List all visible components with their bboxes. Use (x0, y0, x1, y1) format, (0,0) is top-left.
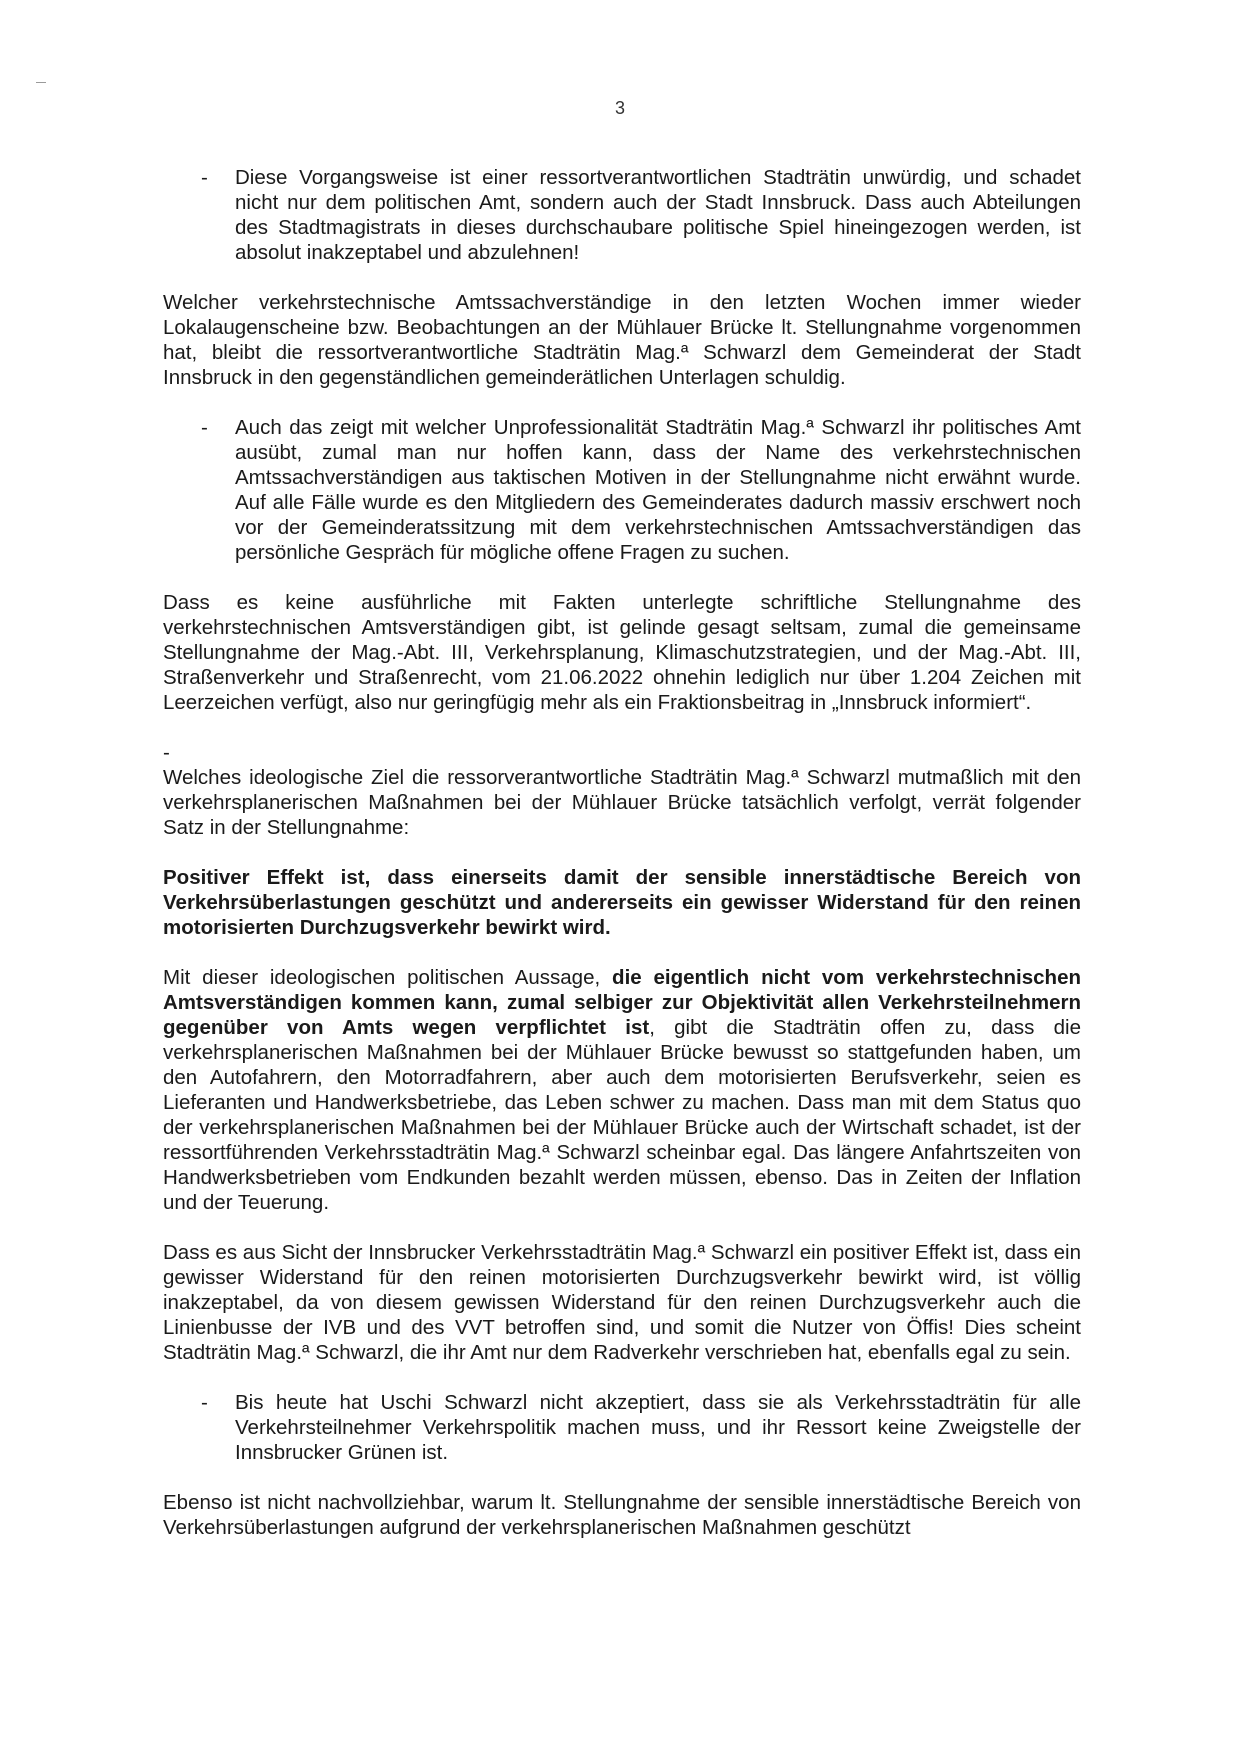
lone-dash: - (163, 741, 170, 764)
paragraph-oeffis: Dass es aus Sicht der Innsbrucker Verkehrsstadträtin Mag.ª Schwarzl ein positiver Effekt ist, dass ein gewisser Widerstand für den reinen motorisierten Durchzugsverkehr bewirkt wird, ist völlig inakzeptabel, da von diesem gewissen Widerstand für den reinen Durchzugsverkehr auch die Linienbusse der IVB und des VVT betroffen sind, und somit die Nutzer von Öffis! Dies scheint Stadträtin Mag.ª Schwarzl, die ihr Amt nur dem Radverkehr verschrieben hat, ebenfalls egal zu sein. (163, 1241, 1081, 1364)
text-segment-bold: die eigentlich nicht vom verkehrstechnischen Amtsverständigen kommen kann, zumal selbiger zur Objektivität allen Verkehrsteilnehmern gegenüber von Amts wegen verpflichtet ist (163, 966, 1082, 1039)
quote-positiver-effekt (163, 865, 1081, 940)
bullet-text: Bis heute hat Uschi Schwarzl nicht akzeptiert, dass sie als Verkehrsstadträtin für alle Verkehrsteilnehmer Verkehrspolitik machen muss, und ihr Ressort keine Zweigstelle der Innsbrucker Grünen ist. (235, 1391, 1081, 1464)
paragraph-ebenso: Ebenso ist nicht nachvollziehbar, warum lt. Stellungnahme der sensible innerstädtische Bereich von Verkehrsüberlastungen aufgrund der verkehrsplanerischen Maßnahmen geschützt (163, 1491, 1081, 1539)
text-segment: Mit dieser ideologischen politischen Aussage, (163, 966, 613, 989)
quote-text: Positiver Effekt ist, dass einerseits damit der sensible innerstädtische Bereich von Verkehrsüberlastungen geschützt und andererseits ein gewisser Widerstand für den reinen motorisierten Durchzugsverkehr bewirkt wird. (163, 866, 1081, 939)
bullet-paragraph-1 (163, 165, 1081, 265)
paragraph-stellungnahme: Dass es keine ausführliche mit Fakten unterlegte schriftliche Stellungnahme des verkehrstechnischen Amtsverständigen gibt, ist gelinde gesagt seltsam, zumal die gemeinsame Stellungnahme der Mag.-Abt. III, Verkehrsplanung, Klimaschutzstrategien, und der Mag.-Abt. III, Straßenverkehr und Straßenrecht, vom 21.06.2022 ohnehin lediglich nur über 1.204 Zeichen mit Leerzeichen verfügt, also nur geringfügig mehr als ein Fraktionsbeitrag in „Innsbruck informiert“. (163, 591, 1081, 714)
paragraph-ideologische-aussage (163, 965, 1081, 1215)
bullet-dash: - (201, 416, 208, 439)
bullet-text: Auch das zeigt mit welcher Unprofessionalität Stadträtin Mag.ª Schwarzl ihr politisches Amt ausübt, zumal man nur hoffen kann, dass der Name des verkehrstechnischen Amtssachverständigen aus taktischen Motiven in der Stellungnahme nicht erwähnt wurde. Auf alle Fälle wurde es den Mitgliedern des Gemeinderates dadurch massiv erschwert noch vor der Gemeinderatssitzung mit dem verkehrstechnischen Amtssachverständigen das persönliche Gespräch für mögliche offene Fragen zu suchen. (235, 416, 1081, 564)
scan-artifact (36, 82, 46, 83)
bullet-paragraph-2 (163, 415, 1081, 565)
paragraph-amtssachverstaendige: Welcher verkehrstechnische Amtssachverständige in den letzten Wochen immer wieder Lokalaugenscheine bzw. Beobachtungen an der Mühlauer Brücke lt. Stellungnahme vorgenommen hat, bleibt die ressortverantwortliche Stadträtin Mag.ª Schwarzl dem Gemeinderat der Stadt Innsbruck in den gegenständlichen gemeinderätlichen Unterlagen schuldig. (163, 291, 1081, 389)
bullet-paragraph-3 (163, 1390, 1081, 1465)
bullet-text: Diese Vorgangsweise ist einer ressortverantwortlichen Stadträtin unwürdig, und schadet nicht nur dem politischen Amt, sondern auch der Stadt Innsbruck. Dass auch Abteilungen des Stadtmagistrats in dieses durchschaubare politische Spiel hineingezogen werden, ist absolut inakzeptabel und abzulehnen! (235, 166, 1081, 264)
page-number: 3 (614, 98, 625, 118)
bullet-dash: - (201, 166, 208, 189)
bullet-dash: - (201, 1391, 208, 1414)
paragraph-ideologisches-ziel: Welches ideologische Ziel die ressorverantwortliche Stadträtin Mag.ª Schwarzl mutmaßlich mit den verkehrsplanerischen Maßnahmen bei der Mühlauer Brücke tatsächlich verfolgt, verrät folgender Satz in der Stellungnahme: (163, 766, 1081, 839)
document-body (163, 165, 1081, 1565)
text-segment: , gibt die Stadträtin offen zu, dass die verkehrsplanerischen Maßnahmen bei der Mühlauer Brücke bewusst so stattgefunden haben, um den Autofahrern, den Motorradfahrern, aber auch dem motorisierten Berufsverkehr, seien es Lieferanten und Handwerksbetriebe, das Leben schwer zu machen. Dass man mit dem Status quo der verkehrsplanerischen Maßnahmen bei der Mühlauer Brücke auch der Wirtschaft schadet, ist der ressortführenden Verkehrsstadträtin Mag.ª Schwarzl scheinbar egal. Das längere Anfahrtszeiten von Handwerksbetrieben vom Endkunden bezahlt werden müssen, ebenso. Das in Zeiten der Inflation und der Teuerung. (163, 1016, 1081, 1214)
